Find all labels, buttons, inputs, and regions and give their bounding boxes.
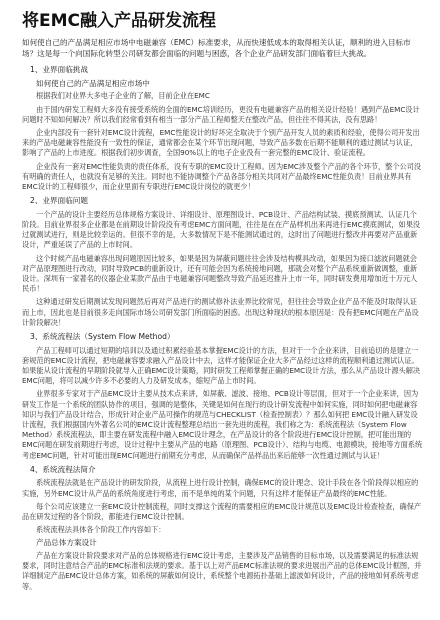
intro-paragraph: 如何使自己的产品满足相应市场中电磁兼容（EMC）标准要求，从而快速低成本的取得相关认证，顺利的进入目标市场？这是每一个向国际化转型公司研发都会面临的问题与困惑，各个企业产品研发部门面临着巨大挑战。 <box>22 38 411 58</box>
subsection-heading: 如何使自己的产品满足相应市场中 <box>36 78 150 88</box>
paragraph: 企业内部没有一套针对EMC设计流程，EMC性能设计的好坏完全取决于个别产品开发人员的素质和经验，使得公司开发出来的产品电磁兼容性能没有一致性的保证，通常都会在某个环节出现问题，导致产品多数在后期不能顺利的通过测试与认证，影响了产品的上市进度。根据我们初步调查，全国90%以上的电子企业没有一套完整的EMC设计、验证流程。 <box>22 127 420 158</box>
paragraph: 这个时候产品电磁兼容出现问题原因比较多，如果是因为屏蔽问题往往会涉及结构模具改动，如果因为接口滤波问题就会对产品原理图进行改动，同时导致PCB的重新设计，还有可能会因为系统接地问题，那就会对整个产品系统重新做调整，重新设计。深圳有一家著名的仪器企业某款产品由于电磁兼容问题整改导致产品延迟推升上市一年，同时研发费用增加近十万元人民币！ <box>22 253 418 294</box>
paragraph: 产品工程师可以通过短期的培训以及通过积累经验基本掌握EMC设计的方法，但对于一个企业来讲，目前追切的是建立一套规范的EMC设计流程，把电磁兼容要求融入产品设计中去，这样才能保证企业大多产品经过这样的流程顺利通过测试认证。如果能从设计流程的早期阶段就导入正确EMC设计策略，同时研发工程师掌握正确的EMC设计方法，那么从产品设计源头解决EMC问题，将可以减少许多不必要的人力及研发成本，缩短产品上市时间。 <box>22 345 421 386</box>
paragraph: 由于国内研发工程师大多没有接受系统的全面的EMC培训经历，更没有电磁兼容产品的相关设计经验！遇到产品EMC设计问题时不知如何解决？所以我们经常看到有相当一部分产品工程师整天在整改产品，但往往不得其法，没有思路！ <box>22 104 420 124</box>
paragraph: 业界很多专家对于产品EMC设计主要从技术点来讲，如屏蔽、滤波、接地、PCB设计等层面，但对于一个企业来讲，因为研发工作是一个系统的团队协作的项目，强调的是整体，关键是如何在现行的设计研发流程中如何实施，同时如何把电磁兼容知识与我们产品设计结合，形成针对企业产品可操作的规范与CHECKLIST（检查控制表）？那么如何把 EMC设计融入研发设计流程，我们根据国内外著名公司的EMC设计流程整理总结出一套先进的流程，我们称之为：系统流程法（System Flow Method）系统流程法，即主要在研发流程中融入EMC设计理念，在产品设计的各个阶段进行EMC设计控制，把可能出现的EMC问题在研发前期进行考虑，设计过程中主要从产品的电路（原理图、PCB设计）、结构与电缆、电源模块，接地等方面系统考虑EMC问题，针对可能出现EMC问题进行前期充分考虑，从而确保产品样品出来后能够一次性通过测试与认证！ <box>22 389 423 460</box>
paragraph: 每个公司应该建立一套EMC设计控制流程，同时支撑这个流程的需要相应的EMC设计规范以及EMC设计检查检查，确保产品在研发过程的各个阶段，都能进行EMC设计控制。 <box>22 501 422 522</box>
page-title: 将EMC融入产品研发流程 <box>22 11 217 31</box>
paragraph: 产品在方案设计阶段要求对产品的总体规格进行EMC设计考虑，主要涉及产品销售的目标市场，以及需要满足的标准法规要求，同时注意结合产品的EMC标准和法规的要求。基于以上对产品EMC标准法规的要求进展出产品的总体EMC设计框图，并详细制定产品EMC设计总体方案，如系统的屏蔽如何设计，系统整个电源拓扑基础上滤波如何设计，产品的接地如何系统考虑等。 <box>22 551 422 591</box>
section-heading: 1、业界面临挑战 <box>30 65 88 75</box>
paragraph: 企业没有一套对EMC性能负责的责任体系，没有专职的EMC设计工程师。因为EMC涉及整个产品的各个环节，整个公司没有明确的责任人，也就没有足够的关注。同时也不能协调整个产品各部分相关共同对产品最终EMC性能负责！目前业界具有EMC设计的工程师很少，而企业里面有专职进行EMC设计岗位的就更少！ <box>22 161 422 191</box>
paragraph: 这种通过研发后期测试发现问题然后再对产品进行的测试修补法业界比较常见，但往往会导致企业产品不能及时取得认证而上市，因此也是目前很多走向国际市场公司研发部门所面临的困惑。出现这种现状的根本原因是：没有把EMC问题在产品设计阶段解决！ <box>22 297 419 327</box>
paragraph: 系统流程法就是在产品设计的研发阶段，从流程上进行设计控制，确保EMC的设计理念、设计手段在各个阶段得以相应的实施，另外EMC设计从产品的系统角度进行考虑，而不是单纯的某个问题，只有这样才能保证产品最终的EMC性能。 <box>22 478 419 498</box>
document-body <box>22 65 424 592</box>
section-heading: 4、系统流程法简介 <box>30 464 96 474</box>
paragraph: 根据我们对业界大多电子企业的了解，目前企业在EMC <box>36 91 210 101</box>
paragraph: 系统流程法具体各个阶段工作内容如下： <box>36 525 166 535</box>
subsection-heading: 产品总体方案设计 <box>36 538 97 548</box>
section-heading: 2、业界面临问题 <box>30 196 88 206</box>
paragraph: 一个产品的设计主要经历总体规格方案设计、详细设计、原理图设计、PCB设计、产品结构试装、摸底预测试、认证几个阶段。目前业界很多企业都是在前期设计阶段没有考虑EMC方面问题，往往是在在产品样机出来再进行EMC摸底测试，如果没过就测试进行，则是比较幸运的。但很不幸的是，大多数情况下是不能测试通过的，这时出了问题进行整改并再要对产品重新设计，严重延误了产品的上市时间。 <box>22 209 421 250</box>
section-heading: 3、系统流程法（System Flow Method） <box>30 332 175 342</box>
